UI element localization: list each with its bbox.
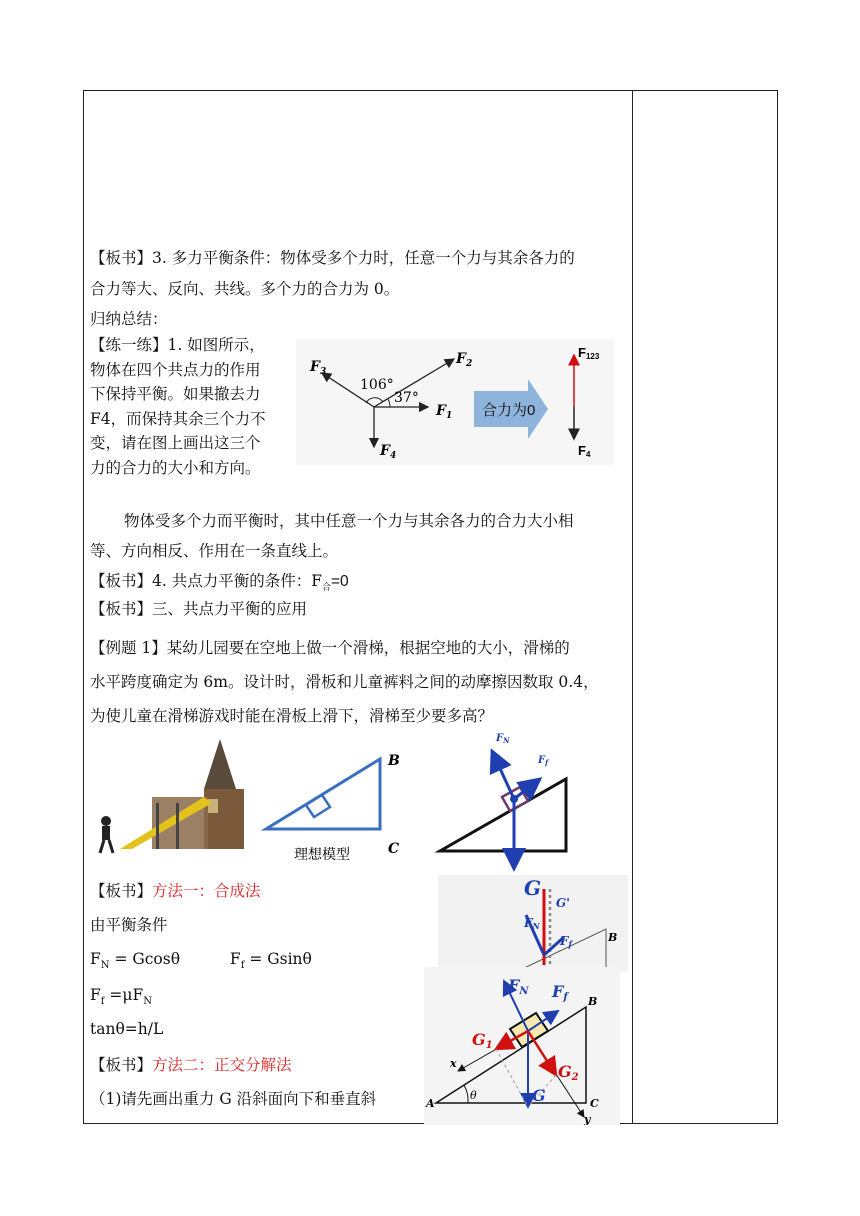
blackboard-4: [90, 571, 349, 598]
summary-label: 归纳总结：: [90, 310, 168, 328]
result-arrow-text: 合力为0: [482, 402, 536, 419]
ortho-b: B: [588, 995, 598, 1008]
f123-sub: 123: [585, 352, 600, 361]
synth-b: B: [608, 931, 618, 944]
normal-arrow: [492, 751, 514, 799]
blackboard-app-text: 三、共点力平衡的应用: [152, 600, 308, 618]
synth-fn: F: [524, 916, 533, 930]
blackboard-3-line1: 【板书】3. 多力平衡条件：物体受多个力时，任意一个力与其余各力的: [90, 249, 575, 267]
f3-label: F: [310, 359, 320, 375]
practice-line: F4，而保持其余三个力不: [90, 409, 266, 428]
ortho-fn-sub: N: [519, 986, 529, 997]
fbd-fn-sub: N: [503, 736, 510, 745]
ortho-x: x: [450, 1057, 457, 1070]
ortho-c: C: [590, 1097, 599, 1110]
ortho-g2-sub: 2: [571, 1072, 579, 1083]
equation-row-2: [90, 985, 152, 1012]
eq1b-rest: = Gsinθ: [244, 950, 312, 968]
ortho-ff-sub: f: [563, 992, 568, 1003]
method2-prefix: 【板书】: [90, 1056, 153, 1074]
equilibrium-label: 由平衡条件: [90, 916, 168, 934]
example1-line2: 水平跨度确定为 6m。设计时，滑板和儿童裤料之间的动摩擦因数取 0.4，: [90, 673, 599, 691]
synth-ff: F: [560, 934, 569, 948]
practice-line: 力的合力的大小和方向。: [90, 458, 261, 477]
f2-sub: 2: [465, 359, 473, 369]
f4b-sub: 4: [585, 450, 591, 459]
synth-g: G: [524, 876, 542, 900]
synth-fn-sub: N: [532, 921, 540, 931]
orthogonal-diagram: [424, 967, 620, 1125]
practice-line: 变，请在图上画出这三个: [90, 434, 261, 452]
eq2: F: [90, 986, 101, 1004]
method2: [90, 1055, 292, 1075]
synth-ff-sub: f: [568, 939, 572, 949]
ortho-y: y: [584, 1113, 591, 1125]
f4-label: F: [380, 443, 390, 459]
method1: [90, 881, 261, 901]
ideal-model-diagram: [260, 749, 410, 869]
ortho-ff: F: [552, 982, 564, 1001]
ortho-g1-sub: 1: [485, 1040, 493, 1051]
equation-row-3: tanθ=h/L: [90, 1020, 164, 1038]
ortho-g: G: [532, 1086, 546, 1105]
angle-106: 106°: [360, 377, 394, 393]
step1: （1)请先画出重力 G 沿斜面向下和垂直斜: [90, 1090, 377, 1108]
playground-slide-image: [92, 739, 252, 867]
lesson-table: [83, 90, 778, 1124]
eq1a-sub: N: [100, 960, 110, 972]
blackboard-4-sub: 合: [321, 583, 331, 594]
conclusion-line2: 等、方向相反、作用在一条直线上。: [90, 542, 339, 560]
eq2-sub: f: [100, 996, 105, 1008]
svg-text:Ff: [537, 755, 550, 767]
practice-line: 下保持平衡。如果撤去力: [90, 385, 261, 403]
blackboard-3-line2: 合力等大、反向、共线。多个力的合力为 0。: [90, 280, 400, 298]
incline: [266, 759, 380, 829]
svg-text:FN: [495, 733, 510, 745]
angle-37: 37°: [394, 390, 419, 406]
ortho-theta: θ: [470, 1089, 477, 1102]
force-diagram: [296, 339, 614, 465]
f123-label: F: [578, 345, 586, 360]
label-b: B: [388, 753, 400, 769]
model-caption: 理想模型: [294, 846, 350, 862]
eq1a: F: [90, 950, 101, 968]
free-body-diagram: [434, 727, 574, 877]
blackboard-4-prefix: 【板书】4. 共点力平衡的条件：F: [90, 572, 322, 590]
conclusion-line1: 物体受多个力而平衡时，其中任意一个力与其余各力的合力大小相: [124, 512, 574, 530]
fbd-fn-label: F: [496, 733, 504, 744]
method1-text: 方法一：合成法: [152, 882, 261, 900]
blackboard-app: [90, 599, 307, 619]
f2-label: F: [456, 351, 466, 367]
eq2-mid: =μF: [104, 986, 144, 1004]
example1-line1: 【例题 1】某幼儿园要在空地上做一个滑梯，根据空地的大小，滑梯的: [90, 639, 570, 657]
block: [306, 795, 330, 817]
ortho-g2: G: [558, 1062, 572, 1081]
ortho-fn: F: [508, 976, 520, 995]
eq1b-sub: f: [240, 960, 245, 972]
ortho-a: A: [426, 1097, 435, 1110]
eq1a-rest: = Gcosθ: [109, 950, 181, 968]
synth-g-prime: G': [556, 896, 570, 910]
f4-sub: 4: [389, 451, 397, 461]
eq1b: F: [229, 950, 241, 968]
label-c: C: [388, 841, 400, 857]
blackboard-app-prefix: 【板书】: [90, 600, 153, 618]
f3-sub: 3: [319, 367, 327, 377]
synthesis-diagram: [438, 875, 628, 971]
ortho-g1: G: [472, 1030, 486, 1049]
example1-line3: 为使儿童在滑梯游戏时能在滑板上滑下，滑梯至少要多高？: [90, 707, 494, 725]
f1-label: F: [436, 403, 446, 419]
method1-prefix: 【板书】: [90, 882, 153, 900]
method2-text: 方法二：正交分解法: [152, 1056, 292, 1074]
practice-line: 物体在四个共点力的作用: [90, 360, 261, 379]
fbd-ff-sub: f: [545, 758, 549, 767]
f1-sub: 1: [445, 411, 453, 421]
equation-row-1: [90, 949, 312, 976]
practice-text: [90, 333, 290, 480]
blackboard-4-suffix: =0: [331, 573, 349, 590]
eq2-sub2: N: [143, 996, 152, 1008]
f4b-label: F: [578, 443, 586, 458]
column-divider: [632, 91, 633, 1123]
practice-line: 【练一练】1. 如图所示，: [90, 336, 265, 354]
fbd-ff-label: F: [538, 755, 546, 766]
